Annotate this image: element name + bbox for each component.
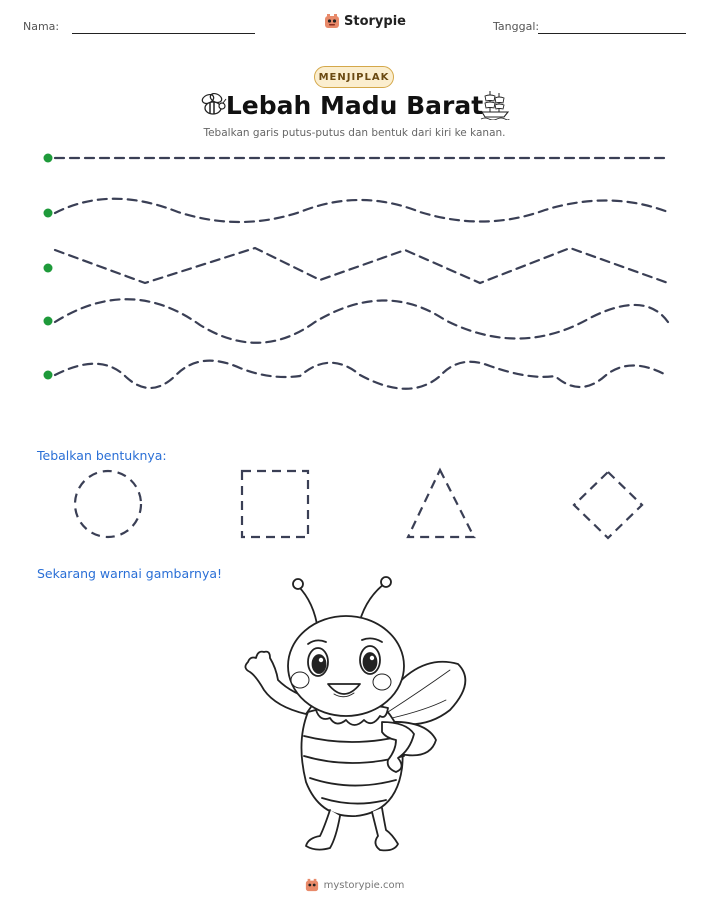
instructions: Tebalkan garis putus-putus dan bentuk dari kiri ke kanan. — [203, 127, 506, 139]
date-label: Tanggal: — [493, 20, 540, 33]
start-dot-icon — [44, 154, 53, 163]
date-field-line[interactable] — [538, 33, 686, 34]
footer-url[interactable]: mystorypie.com — [323, 879, 405, 891]
brand-name: Storypie — [344, 13, 406, 29]
name-field-line[interactable] — [72, 33, 255, 34]
trace-shape-diamond — [570, 466, 650, 546]
start-dot-icon — [44, 264, 53, 273]
start-dot-icon — [44, 317, 53, 326]
storypie-logo-icon — [305, 878, 319, 892]
ship-icon — [480, 88, 510, 120]
name-label: Nama: — [23, 20, 60, 33]
trace-shape-triangle — [402, 466, 482, 546]
bee-coloring-image — [236, 572, 476, 862]
storypie-logo-icon — [324, 13, 340, 29]
trace-line-zigzag — [55, 248, 668, 283]
shapes-label: Tebalkan bentuknya: — [37, 448, 167, 463]
trace-shape-circle — [68, 466, 148, 546]
brand — [324, 13, 406, 29]
trace-line-bumpy-wave — [55, 361, 668, 389]
footer — [0, 878, 709, 892]
page-title: Lebah Madu Barat — [225, 91, 484, 120]
tracing-lines — [0, 140, 709, 400]
start-dot-icon — [44, 371, 53, 380]
trace-shape-square — [236, 466, 316, 546]
category-badge: MENJIPLAK — [314, 66, 394, 88]
start-dot-icon — [44, 209, 53, 218]
coloring-label: Sekarang warnai gambarnya! — [37, 566, 223, 581]
trace-line-gentle-wave — [55, 199, 668, 222]
trace-line-wave — [55, 299, 668, 343]
